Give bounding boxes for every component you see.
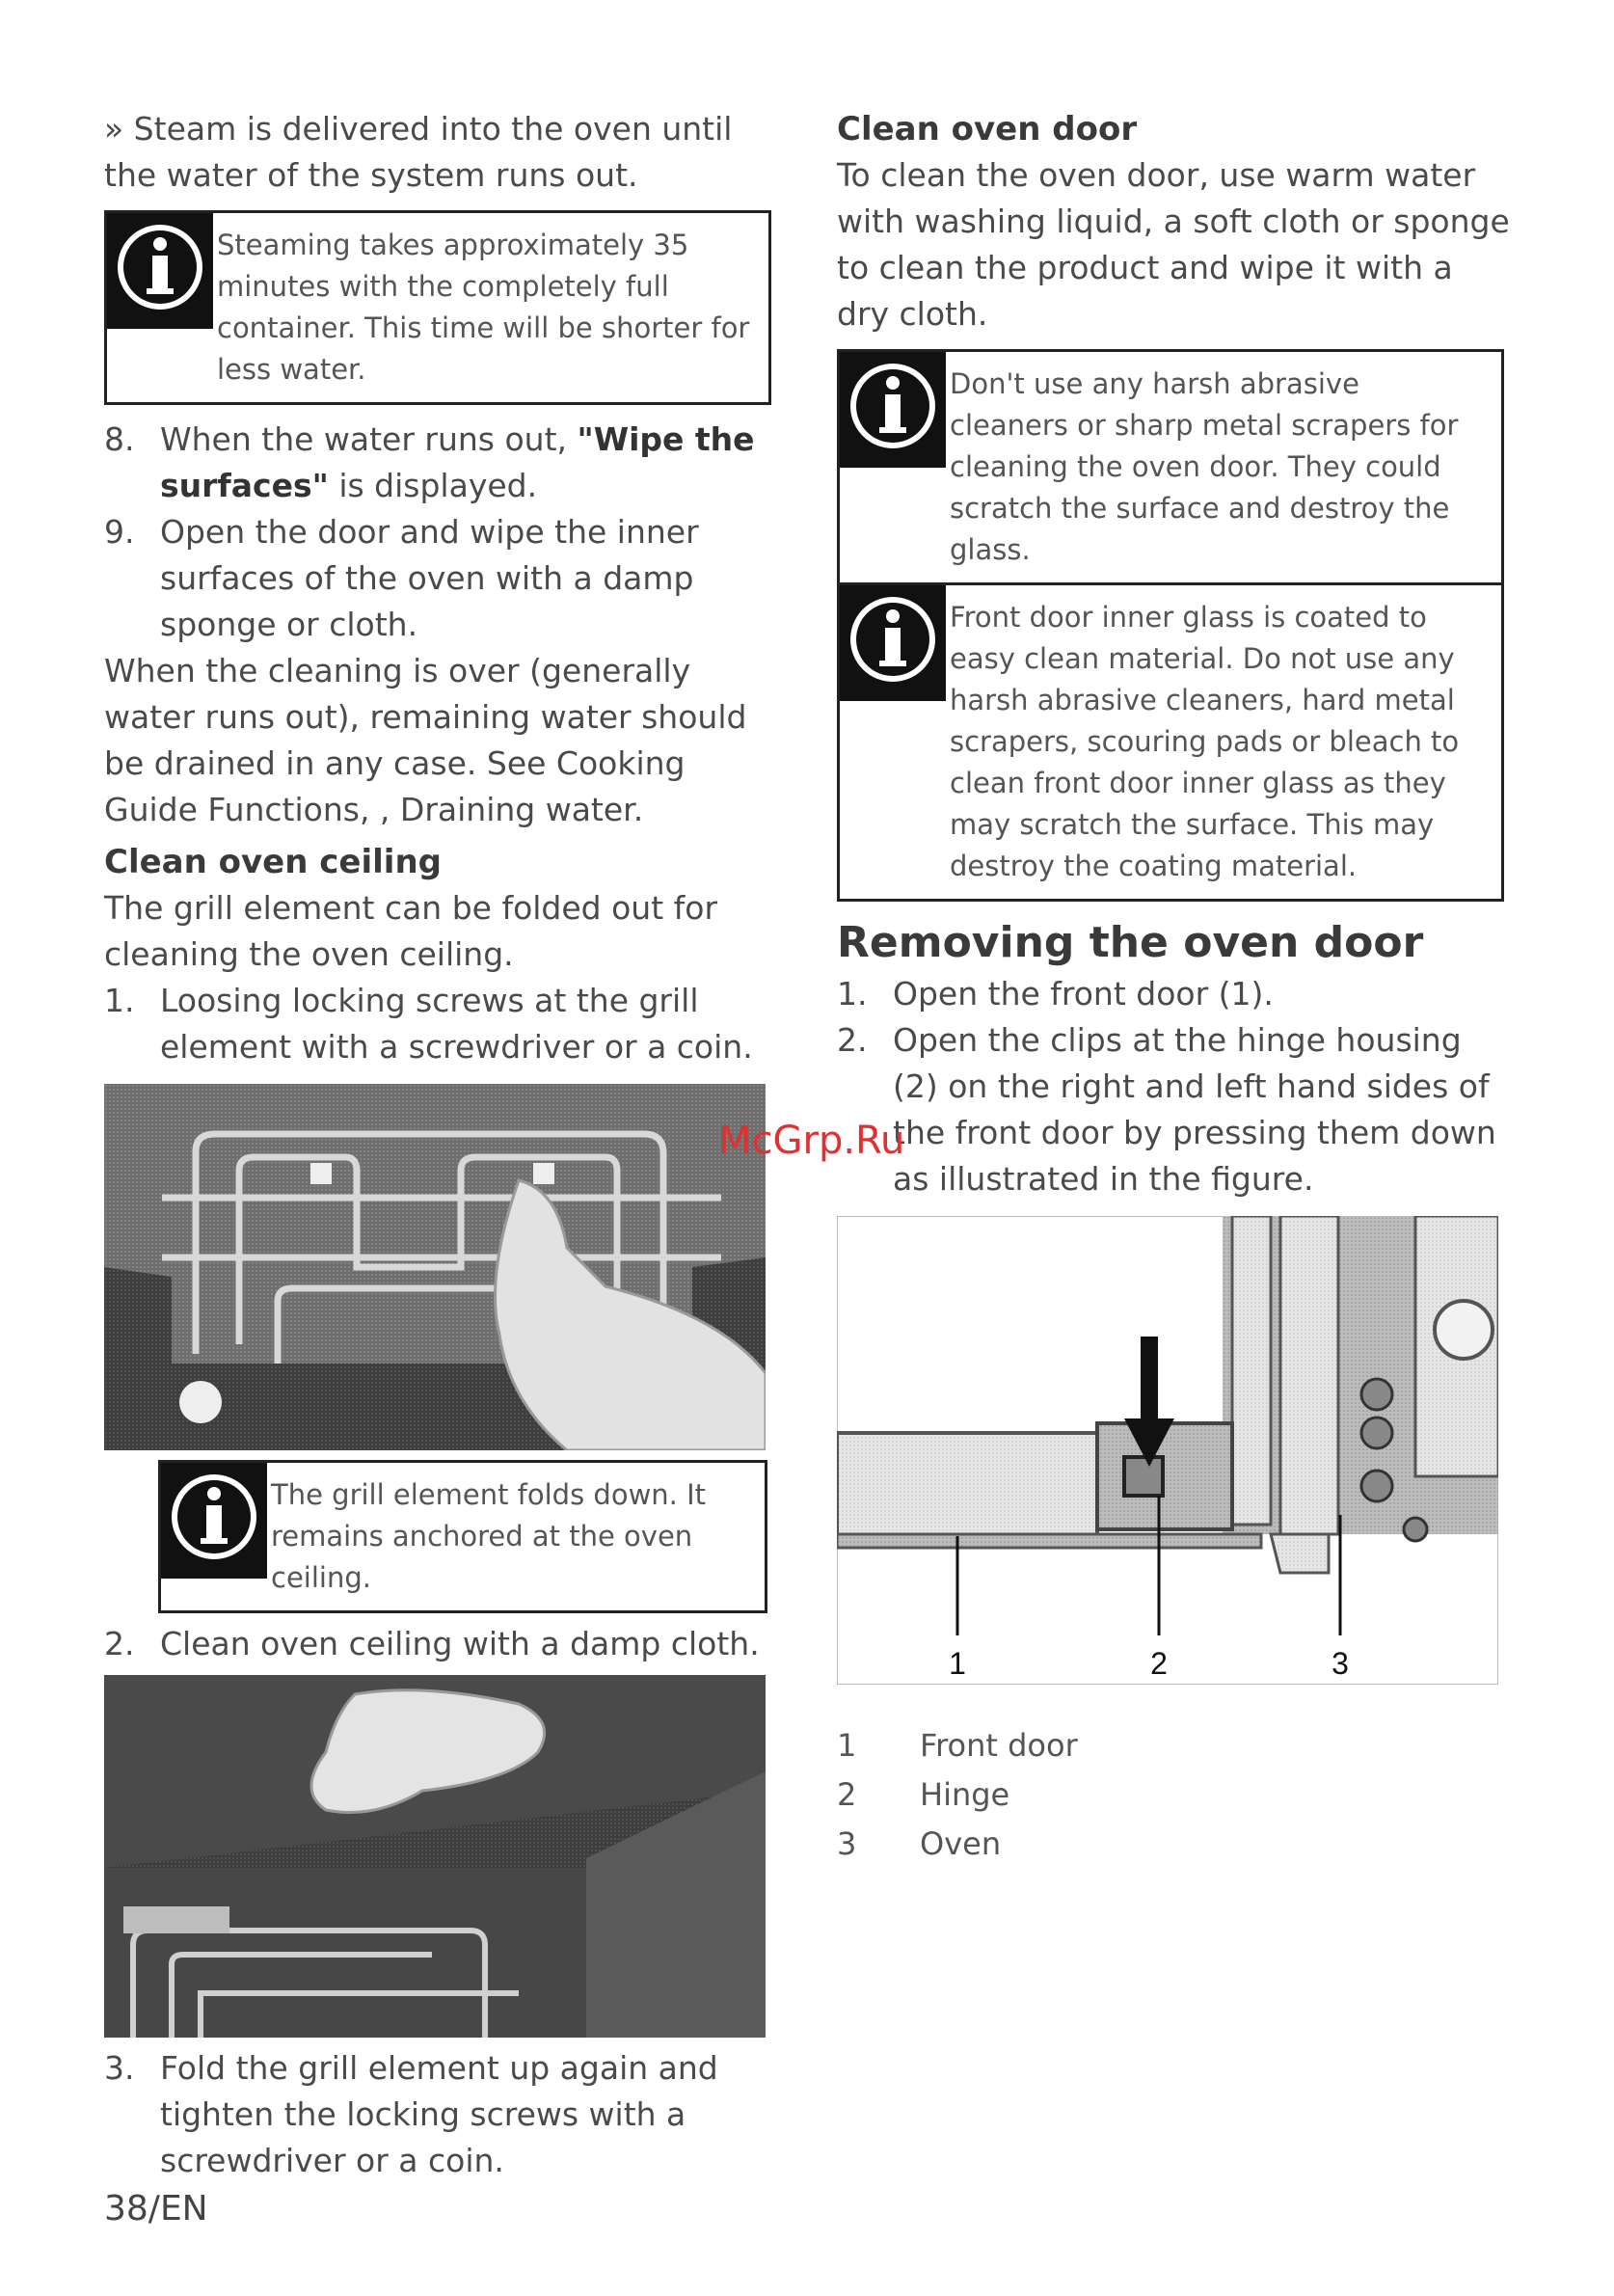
legend-key: 2: [837, 1776, 857, 1813]
ceiling-heading: Clean oven ceiling: [104, 843, 442, 881]
steam-text: » Steam is delivered into the oven until the water of the system runs out.: [104, 110, 733, 194]
info-box-steaming: [104, 210, 771, 405]
watermark: McGrp.Ru: [718, 1119, 905, 1163]
step-1-text: Loosing locking screws at the grill element with a screwdriver or a coin.: [160, 982, 753, 1066]
grill-photo: [104, 1084, 766, 1450]
legend-value: Front door: [920, 1727, 1078, 1764]
step-1: [104, 978, 769, 1070]
page-number: 38/EN: [104, 2189, 208, 2228]
step-9: [104, 509, 769, 648]
legend-row: [837, 1820, 1512, 1869]
legend-value: Hinge: [920, 1776, 1010, 1813]
info-box-grill: [158, 1460, 767, 1613]
grill-illustration: [104, 1084, 766, 1450]
step-8-pre: When the water runs out,: [160, 420, 578, 458]
cleaning-photo: [104, 1675, 766, 2038]
diagram-label-front-door: 1: [949, 1646, 966, 1681]
diagram-label-hinge: 2: [1150, 1646, 1168, 1681]
step-3-text: Fold the grill element up again and tighten the locking screws with a screwdriver or a coin.: [160, 2049, 718, 2179]
step-8: [104, 417, 769, 509]
legend-key: 3: [837, 1825, 857, 1862]
hinge-diagram: [837, 1216, 1498, 1685]
removing-step-2: [837, 1017, 1512, 1202]
right-column: [837, 106, 1512, 1869]
removing-step-2-text: Open the clips at the hinge housing (2) on the right and left hand sides of the front door by pressing them down as illustrated in the figure.: [893, 1021, 1496, 1198]
info-icon: [107, 213, 213, 329]
cleaning-over-text: When the cleaning is over (generally water runs out), remaining water should be drained in any case. See Cooking Guide Functions, , Draining water.: [104, 652, 747, 828]
step-number: 8.: [104, 420, 135, 458]
info-icon: [840, 585, 946, 701]
legend-row: [837, 1721, 1512, 1770]
ceiling-intro: The grill element can be folded out for cleaning the oven ceiling.: [104, 889, 718, 973]
step-number: 2.: [104, 1625, 135, 1662]
info-text-grill: The grill element folds down. It remains anchored at the oven ceiling.: [271, 1478, 707, 1594]
step-number: 1.: [837, 975, 868, 1013]
legend-value: Oven: [920, 1825, 1002, 1862]
info-text-steaming: Steaming takes approximately 35 minutes with the completely full container. This time will be shorter for less water.: [217, 229, 750, 386]
info-text-abrasive: Don't use any harsh abrasive cleaners or sharp metal scrapers for cleaning the oven door. They could scratch the surface and destroy the glass.: [950, 367, 1459, 566]
step-2: [104, 1621, 769, 1667]
step-number: 3.: [104, 2049, 135, 2087]
legend-row: [837, 1770, 1512, 1820]
hinge-illustration: [837, 1216, 1498, 1685]
removing-heading: Removing the oven door: [837, 918, 1424, 967]
info-icon: [161, 1463, 267, 1579]
info-icon: [840, 352, 946, 468]
door-heading: Clean oven door: [837, 110, 1138, 149]
step-number: 2.: [837, 1021, 868, 1059]
removing-step-1-text: Open the front door (1).: [893, 975, 1274, 1013]
legend: [837, 1721, 1512, 1869]
step-9-text: Open the door and wipe the inner surfaces of the oven with a damp sponge or cloth.: [160, 513, 699, 643]
left-column: [104, 106, 769, 2184]
step-3: [104, 2045, 769, 2184]
legend-key: 1: [837, 1727, 857, 1764]
info-box-glass: [837, 582, 1504, 902]
info-text-glass: Front door inner glass is coated to easy clean material. Do not use any harsh abrasive cleaners, hard metal scrapers, scouring pads or bleach to clean front door inner glass as they may scratch the surface. This may destroy the coating material.: [950, 601, 1460, 882]
door-text: To clean the oven door, use warm water with washing liquid, a soft cloth or sponge to clean the product and wipe it with a dry cloth.: [837, 156, 1510, 333]
step-8-bold: "Wipe the surfaces": [160, 420, 755, 504]
diagram-label-oven: 3: [1332, 1646, 1349, 1681]
step-2-text: Clean oven ceiling with a damp cloth.: [160, 1625, 760, 1662]
cleaning-illustration: [104, 1675, 766, 2038]
step-number: 1.: [104, 982, 135, 1019]
step-8-post: is displayed.: [328, 467, 538, 504]
step-number: 9.: [104, 513, 135, 551]
removing-step-1: [837, 971, 1512, 1017]
info-box-abrasive: [837, 349, 1504, 585]
